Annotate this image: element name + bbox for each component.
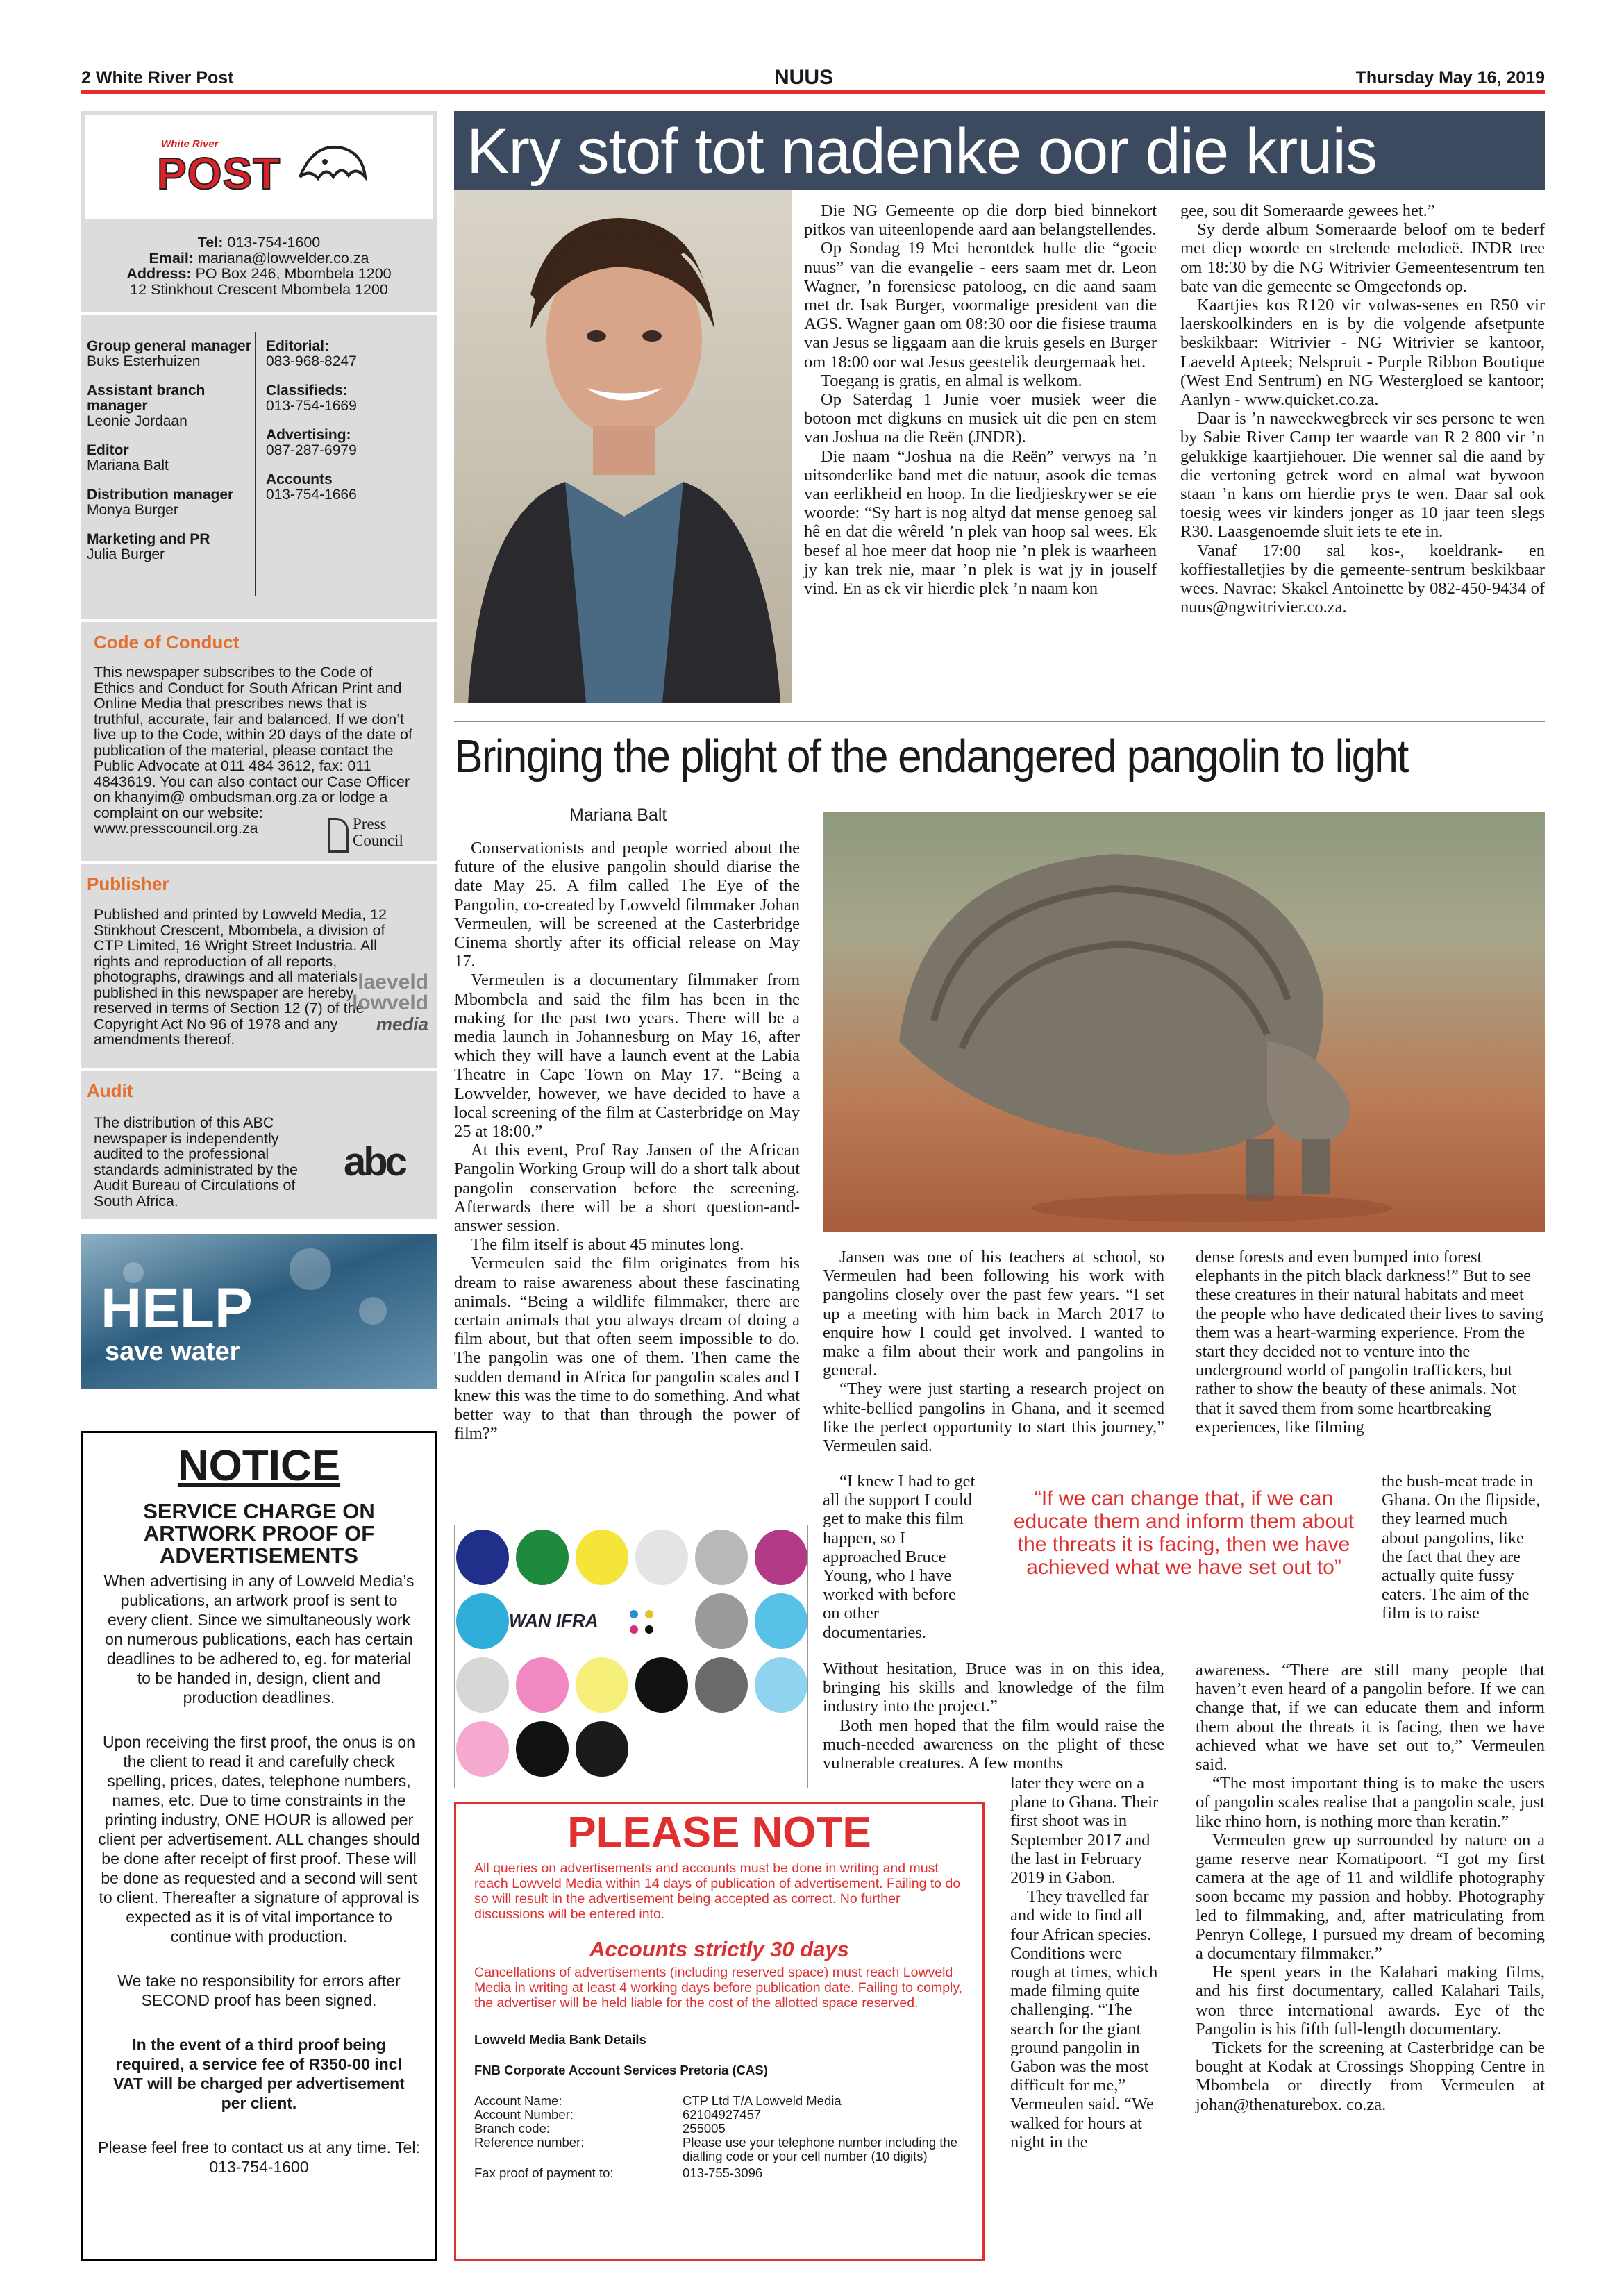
divider	[81, 861, 437, 864]
pangolin-icon	[823, 812, 1545, 1232]
paragraph: the bush-meat trade in Ghana. On the flipside, they learned much about pangolins, like the fact that they are actually quite fussy eaters. The aim of the film is to raise	[1382, 1472, 1540, 1623]
paragraph: “I knew I had to get all the support I could get to make this film happen, so I approached Bruce Young, who I have worked with before on other documentaries.	[823, 1472, 976, 1642]
pangolin-photo	[823, 812, 1545, 1232]
paragraph: dense forests and even bumped into forest elephants in the pitch black darkness!” But to see these creatures in their natural habitats and meet the people who have dedicated their lives to saving them was a heart-warming experience. From the start they decided not to venture into the underground world of pangolin traffickers, but rather to show the beauty of these animals. Not that it saved them from some heartbreaking experiences, like filming	[1196, 1248, 1543, 1436]
staff-name: Monya Burger	[87, 502, 178, 518]
article-divider	[454, 721, 1545, 722]
staff-name: 013-754-1666	[266, 487, 357, 503]
paragraph: Vanaf 17:00 sal kos-, koeldrank- en koffiestalletjies by die gemeente-sentrum beskikbaar wees. Navrae: Skakel Antoinette by 082-450-9434 of nuus@ngwitrivier.co.za.	[1180, 541, 1545, 617]
bank-subtitle: FNB Corporate Account Services Pretoria (CAS)	[474, 2063, 768, 2077]
staff-role: Marketing and PR	[87, 531, 210, 547]
paragraph: Die naam “Joshua na die Reën” verwys na ’n uitsonderlike band met die natuur, asook die temas van eerlikheid en hoop. In die liedjieskrywer se eie woorde: “Sy hart is nog altyd dat mense genoeg sal hê en dat die wêreld ’n plek van hoop sal wees. Ek besef al hoe meer dat hoop nie ’n plek is waarheen jy kan trek nie, maar ’n plek is wat jy in jouself vind. En as ek vir hierdie plek ’n naam kon	[804, 446, 1157, 598]
notice-subtitle: SERVICE CHARGE ON ARTWORK PROOF OF ADVERTISEMENTS	[143, 1499, 375, 1568]
person-portrait-icon	[454, 190, 792, 703]
paragraph: They travelled far and wide to find all four African species. Conditions were rough at times, which made filming quite challenging. “The search for the giant ground pangolin in Gabon was the most difficult for me,” Vermeulen said. “We walked for hours at night in the	[1010, 1887, 1158, 2152]
logo-media: media	[376, 1014, 428, 1034]
colour-swatch	[456, 1657, 509, 1713]
article1-headline: Kry stof tot nadenke oor die kruis	[467, 116, 1377, 187]
staff-right	[266, 339, 433, 503]
staff-role: Advertising:	[266, 427, 351, 443]
colour-swatch	[755, 1657, 807, 1713]
article2-column-1	[454, 839, 800, 1443]
accounts-30-days: Accounts strictly 30 days	[589, 1937, 849, 1961]
staff-name: Buks Esterhuizen	[87, 353, 201, 369]
paragraph: “The most important thing is to make the users of pangolin scales realise that a pangolin scale, just like rhino horn, is nothing more than keratin.”	[1196, 1774, 1545, 1831]
staff-divider	[255, 332, 256, 596]
article2-column-3c	[1196, 1661, 1545, 2114]
colour-swatch	[456, 1721, 509, 1777]
article2-column-2c	[823, 1659, 1164, 1773]
staff-left	[87, 339, 253, 562]
paragraph: Daar is ’n naweekwegbreek vir ses persone te wen by Sabie River Camp ter waarde van R 2 800 vir ’n gelukkige kaartjiehouer. Die wenner sal die aand by die vertoning getrek word en almal wat bywoon staan ’n kans om hierdie prys te wen. Daar sal ook toesig wees vir kinders jonger as 10 jaar teen slegs R30. Laasgenoemde sluit iets te ete in.	[1180, 409, 1545, 542]
press-council-icon	[328, 818, 349, 853]
sidebar	[81, 111, 437, 1219]
paragraph: Op Saterdag 1 Junie voer musiek weer die botoon met digkuns en musiek uit die pen en stem van Joshua na die Reën (JNDR).	[804, 390, 1157, 447]
code-text: This newspaper subscribes to the Code of Ethics and Conduct for South African Print and Online Media that prescribes news that is truthful, accurate, fair and balanced. If we don’t live up to the Code, within 20 days of the date of publication of the material, please contact the Public Advocate at 011 484 3612, fax: 011 4843619. You can also contact our Case Officer on khanyim@ ombudsman.org.za or lodge a complaint on our website: www.presscouncil.org.za	[94, 664, 412, 837]
bank-value: 255005	[683, 2121, 726, 2136]
colour-swatch	[516, 1530, 569, 1585]
council-logo-text: Council	[353, 832, 403, 849]
folio-left: 2 White River Post	[81, 68, 234, 87]
please-note-paragraph: Cancellations of advertisements (including reserved space) must reach Lowveld Media in writing at least 4 working days before publication date. Failing to comply, the advertiser will be held liable for the cost of the allotted space reserved.	[474, 1965, 963, 2011]
help-ad-title: HELP	[101, 1277, 253, 1340]
bank-key: Reference number:	[474, 2135, 585, 2150]
colour-swatch	[695, 1657, 748, 1713]
contact-block	[81, 235, 437, 297]
press-logo-text: Press	[353, 815, 387, 832]
section-name: NUUS	[774, 66, 834, 89]
article1-column-1	[804, 201, 1157, 598]
wan-ifra-logo: WAN IFRA	[509, 1610, 598, 1631]
logo-top-text: White River	[161, 138, 219, 150]
divider	[81, 312, 437, 315]
paragraph: Without hesitation, Bruce was in on this idea, bringing his skills and knowledge of the film industry into the project.”	[823, 1659, 1164, 1716]
paragraph: Vermeulen grew up surrounded by nature on a game reserve near Komatipoort. “I got my first camera at the age of 11 and wildlife photography soon became my passion and hobby. Photography led to filmmaking, and, after matriculating from Penryn College, I pursued my dream of becoming a documentary filmmaker.”	[1196, 1830, 1545, 1963]
bank-key: Account Name:	[474, 2093, 562, 2108]
registration-dot	[630, 1610, 638, 1618]
paragraph: Conservationists and people worried about the future of the elusive pangolin should diarise the date May 25. A film called The Eye of the Pangolin, co-created by Lowveld filmmaker Johan Vermeulen, will be screened at the Casterbridge Cinema shortly after its official release on May 17.	[454, 839, 800, 971]
staff-role: Distribution manager	[87, 487, 234, 503]
bank-value: CTP Ltd T/A Lowveld Media	[683, 2093, 842, 2108]
colour-swatch	[755, 1530, 807, 1585]
staff-role: Accounts	[266, 471, 333, 487]
code-title: Code of Conduct	[94, 632, 240, 653]
audit-text: The distribution of this ABC newspaper is independently audited to the professional standards administrated by the Audit Bureau of Circulations of South Africa.	[94, 1114, 298, 1209]
publisher-title: Publisher	[87, 873, 169, 894]
notice-paragraph: When advertising in any of Lowveld Media’s publications, an artwork proof is sent to every client. Since we simultaneously work on numerous publications, each has certain deadlines to be adhered to, eg. for material to be handed in, design, client and production deadlines.	[103, 1572, 415, 1707]
paragraph: The film itself is about 45 minutes long.	[471, 1235, 744, 1255]
staff-role: Assistant branch manager	[87, 383, 206, 414]
colour-test-strip	[454, 1525, 808, 1788]
email-value[interactable]: mariana@lowvelder.co.za	[198, 249, 369, 267]
staff-name: 087-287-6979	[266, 442, 357, 458]
bank-key: Fax proof of payment to:	[474, 2165, 614, 2180]
lowveld-media-logo	[338, 972, 428, 1034]
tel-label: Tel:	[197, 234, 224, 251]
registration-dot	[630, 1625, 638, 1634]
bank-value: Please use your telephone number including the dialling code or your cell number (10 digits)	[683, 2135, 957, 2163]
bank-value: 013-755-3096	[683, 2165, 763, 2180]
folio-date: Thursday May 16, 2019	[1355, 68, 1545, 87]
masthead-logo-box	[85, 115, 433, 219]
notice-paragraph: In the event of a third proof being required, a service fee of R350-00 incl VAT will be charged per advertisement per client.	[113, 2036, 405, 2112]
paragraph: Jansen was one of his teachers at school, so Vermeulen had been following his work with pangolins closely over the past few years. “I set up a meeting with him back in March 2017 to enquire how I could get involved. I wanted to make a film about their work and pangolins in general.	[823, 1248, 1164, 1380]
staff-role: Group general manager	[87, 338, 251, 354]
bank-title: Lowveld Media Bank Details	[474, 2032, 646, 2047]
colour-swatch	[456, 1530, 509, 1585]
singer-photo	[454, 190, 792, 703]
abc-logo: abc	[344, 1139, 405, 1184]
article2-headline: Bringing the plight of the endangered pangolin to light	[454, 730, 1408, 782]
press-council-logo	[328, 814, 432, 855]
lion-logo-icon	[293, 135, 369, 198]
notice-paragraph: Upon receiving the first proof, the onus is on the client to read it and carefully check spelling, prices, dates, telephone numbers, names, etc. Due to time constraints in the printing industry, ONE HOUR is allowed per client per advertisement. ALL changes should be done after receipt of first proof. These will be done as requested and a second will sent to client. Thereafter a signature of approval is expected as it is of vital importance to continue with production.	[98, 1733, 420, 1945]
logo-main-text: POST	[157, 149, 281, 199]
headline-bar	[454, 111, 1545, 190]
notice-title: NOTICE	[177, 1442, 341, 1490]
byline: Mariana Balt	[569, 805, 667, 825]
paragraph: Op Sondag 19 Mei herontdek hulle die “goeie nuus” van die evangelie - eers saam met dr. Leon Wagner, ’n forensiese patoloog, en die aand saam met dr. Isak Burger, voormalige president van die AGS. Wagner gaan om 08:30 oor die fisiese trauma van Jesus se liggaam aan die kruis gesels en Burger om 18:00 oor wat Jesus geestelik deurgemaak het.	[804, 239, 1157, 371]
staff-role: Classifieds:	[266, 383, 348, 399]
water-drop-icon	[290, 1248, 331, 1290]
address-label: Address:	[126, 265, 192, 282]
please-note-paragraph: All queries on advertisements and accounts must be done in writing and must reach Lowveld Media within 14 days of publication of advertisement. Failing to do so will result in the advertisement being accepted as correct. No further discussions will be entered into.	[474, 1861, 961, 1922]
paragraph: Both men hoped that the film would raise the much-needed awareness on the plight of these vulnerable creatures. A few months	[823, 1716, 1164, 1773]
bank-value: 62104927457	[683, 2107, 762, 2122]
bank-key: Branch code:	[474, 2121, 551, 2136]
staff-name: Mariana Balt	[87, 458, 169, 474]
colour-swatches	[455, 1525, 809, 1789]
paragraph: Vermeulen is a documentary filmmaker from Mbombela and said the film has been in the making for the past two years. There will be a media launch in Johannesburg on May 16, after which they will have a launch event at the Labia Theatre in Cape Town on May 17. “Being a Lowvelder, however, we have decided to have a local screening of the film at Casterbridge on May 25 at 18:00.”	[454, 971, 800, 1141]
street-address: 12 Stinkhout Crescent Mbombela 1200	[130, 280, 388, 298]
paragraph: “They were just starting a research project on white-bellied pangolins in Ghana, and it seemed like the perfect opportunity to start this journey,” Vermeulen said.	[823, 1380, 1164, 1456]
address-value: PO Box 246, Mbombela 1200	[195, 265, 392, 282]
help-ad-subtitle: save water	[105, 1337, 240, 1366]
paragraph: gee, sou dit Someraarde gewees het.”	[1180, 201, 1435, 220]
staff-role: Editor	[87, 442, 129, 458]
colour-swatch	[516, 1657, 569, 1713]
tel-value: 013-754-1600	[227, 234, 321, 251]
top-rule	[81, 90, 1545, 94]
email-label: Email:	[149, 249, 194, 267]
colour-swatch	[576, 1721, 628, 1777]
article2-column-3b	[1382, 1472, 1545, 1623]
colour-swatch	[635, 1530, 688, 1585]
paragraph: At this event, Prof Ray Jansen of the African Pangolin Working Group will do a short talk about pangolin conservation before the screening. Afterwards there will be a short question-and-answer session.	[454, 1141, 800, 1236]
article2-column-2a	[823, 1248, 1164, 1455]
bank-key: Account Number:	[474, 2107, 574, 2122]
article2-column-2b	[823, 1472, 977, 1642]
staff-name: Julia Burger	[87, 546, 165, 562]
colour-swatch	[695, 1530, 748, 1585]
registration-dot	[645, 1625, 653, 1634]
registration-dot	[645, 1610, 653, 1618]
colour-swatch	[635, 1657, 688, 1713]
please-note-box	[454, 1802, 985, 2261]
paragraph: Sy derde album Someraarde beloof om te bederf met diep woorde en strelende melodieë. JNDR tree om 18:30 by die NG Witrivier Gemeentesentrum ten bate van die gemeente se Omgeefonds op.	[1180, 220, 1545, 296]
publisher-text: Published and printed by Lowveld Media, 12 Stinkhout Crescent, Mbombela, a division of CTP Limited, 16 Wright Street Industria. All rights and reproduction of all reports, photographs, drawings and all materials published in this newspaper are hereby reserved in terms of Section 12 (7) of the Copyright Act No 96 of 1978 and any amendments thereof.	[94, 906, 387, 1048]
paragraph: He spent years in the Kalahari making films, and his first documentary, called Kalahari Tails, won three international awards. Eye of the Pangolin is his fifth full-length documentary.	[1196, 1963, 1545, 2038]
staff-name: 083-968-8247	[266, 353, 357, 369]
staff-name: Leonie Jordaan	[87, 413, 187, 429]
article2-column-2d	[1010, 1774, 1164, 2152]
paragraph: later they were on a plane to Ghana. Their first shoot was in September 2017 and the last in February 2019 in Gabon.	[1010, 1774, 1159, 1888]
logo-laeveld: laeveld	[358, 971, 428, 994]
notice-paragraph: We take no responsibility for errors after SECOND proof has been signed.	[117, 1972, 401, 2009]
paragraph: Kaartjies kos R120 vir volwas-senes en R50 vir laerskoolkinders en is by die volgende afsetpunte beskikbaar: Witrivier - NG Witrivier se kantoor, Laeveld Apteek; Nelspruit - Purple Ribbon Boutique (West End Sentrum) en NG Westergloed se kantoor; Aanlyn - www.quicket.co.za.	[1180, 296, 1545, 410]
colour-swatch	[576, 1530, 628, 1585]
pull-quote: “If we can change that, if we can educate them and inform them about the threats it is facing, then we have achieved what we have set out to”	[1013, 1487, 1355, 1579]
article1-column-2	[1180, 201, 1545, 617]
paragraph: Vermeulen said the film originates from his dream to raise awareness about these fascinating animals. “Being a wildlife filmmaker, there are certain animals that you always dream of doing a film about, but that often seem impossible to do. The pangolin was one of them. Then came the sudden demand in Africa for pangolin scales and I knew this was the time to do something. And what better way to that than through the power of film?”	[454, 1254, 800, 1443]
staff-role: Editorial:	[266, 338, 330, 354]
notice-box	[81, 1431, 437, 2261]
divider	[81, 1068, 437, 1071]
water-drop-icon	[359, 1297, 387, 1325]
colour-swatch	[516, 1721, 569, 1777]
notice-contact: Please feel free to contact us at any time. Tel: 013-754-1600	[98, 2138, 420, 2176]
logo-lowveld: lowveld	[351, 991, 428, 1014]
paragraph: Toegang is gratis, en almal is welkom.	[821, 371, 1082, 390]
paragraph: Die NG Gemeente op die dorp bied binnekort pitkos van uiteenlopende aard aan belangstellendes.	[804, 201, 1157, 240]
staff-name: 013-754-1669	[266, 398, 357, 414]
audit-title: Audit	[87, 1080, 133, 1101]
colour-swatch	[456, 1593, 509, 1649]
help-save-water-ad	[81, 1234, 437, 1389]
colour-swatch	[755, 1593, 807, 1649]
colour-swatch	[695, 1593, 748, 1649]
paragraph: Tickets for the screening at Casterbridge can be bought at Kodak at Crossings Shopping Centre in Mbombela or directly from Vermeulen at johan@thenaturebox. co.za.	[1196, 2038, 1545, 2114]
paragraph: awareness. “There are still many people that haven’t even heard of a pangolin before. If we can change that, if we can educate them and inform them about the threats it is facing, then we have achieved what we have set out to,” Vermeulen said.	[1196, 1661, 1545, 1775]
divider	[81, 619, 437, 622]
article2-column-3a	[1196, 1248, 1545, 1436]
bank-details	[474, 2094, 964, 2180]
colour-swatch	[576, 1657, 628, 1713]
please-note-title: PLEASE NOTE	[567, 1809, 871, 1857]
